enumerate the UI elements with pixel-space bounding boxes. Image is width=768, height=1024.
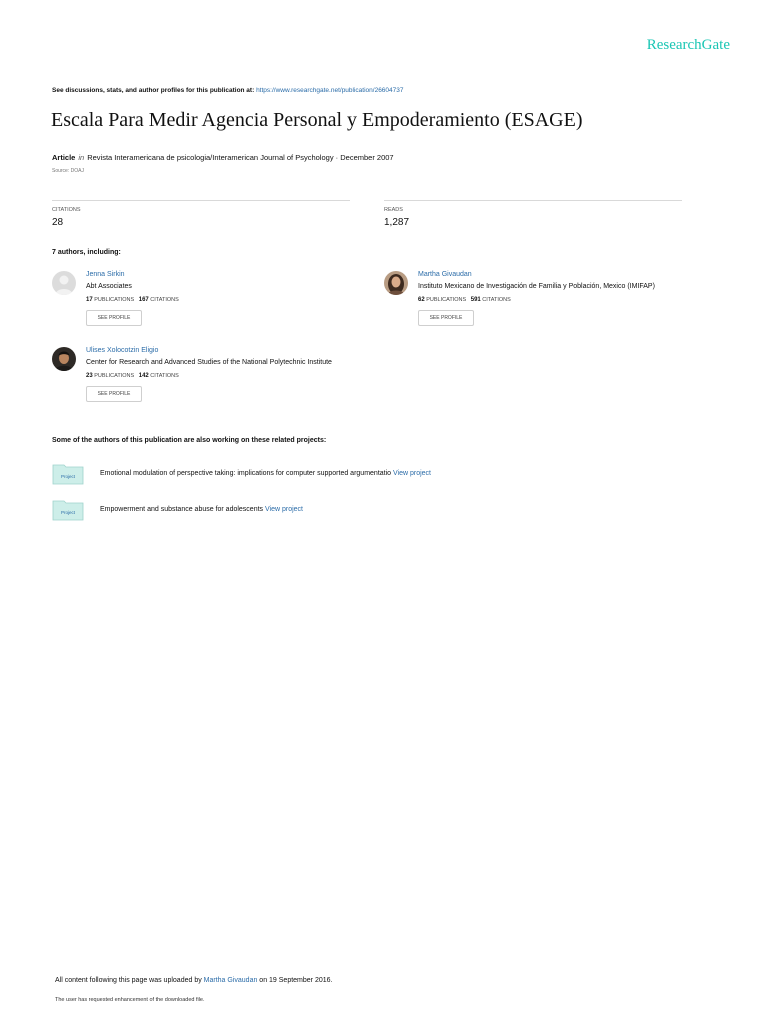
citations-label: CITATIONS bbox=[52, 207, 81, 213]
upload-notice bbox=[55, 977, 332, 984]
citations-count: 591 bbox=[470, 297, 481, 303]
discussion-notice bbox=[52, 87, 404, 94]
see-profile-button[interactable]: SEE PROFILE bbox=[86, 386, 142, 402]
publications-label: PUBLICATIONS bbox=[426, 297, 467, 303]
citations-count-label: CITATIONS bbox=[482, 297, 511, 303]
author-name-link[interactable]: Martha Givaudan bbox=[418, 271, 472, 278]
citations-count-label: CITATIONS bbox=[150, 297, 179, 303]
publications-label: PUBLICATIONS bbox=[94, 297, 135, 303]
publications-count: 62 bbox=[418, 297, 425, 303]
upload-suffix: on 19 September 2016. bbox=[257, 977, 333, 984]
author-institution: Center for Research and Advanced Studies of the National Polytechnic Institute bbox=[86, 359, 332, 366]
publication-url-link[interactable]: https://www.researchgate.net/publication/26604737 bbox=[256, 87, 404, 94]
uploader-link[interactable]: Martha Givaudan bbox=[203, 977, 258, 984]
source-label: Source: DOAJ bbox=[52, 168, 84, 174]
author-counts bbox=[86, 297, 179, 303]
author-institution: Abt Associates bbox=[86, 283, 132, 290]
reads-value: 1,287 bbox=[384, 217, 410, 228]
citations-count: 167 bbox=[138, 297, 149, 303]
publications-label: PUBLICATIONS bbox=[94, 373, 135, 379]
citations-count-label: CITATIONS bbox=[150, 373, 179, 379]
author-institution: Instituto Mexicano de Investigación de Familia y Población, Mexico (IMIFAP) bbox=[418, 283, 655, 290]
in-word: in bbox=[78, 153, 85, 162]
reads-divider bbox=[384, 200, 682, 201]
publications-count: 23 bbox=[86, 373, 93, 379]
project-title bbox=[100, 506, 303, 513]
publication-meta bbox=[52, 153, 394, 162]
author-photo-icon[interactable] bbox=[384, 271, 408, 295]
upload-prefix: All content following this page was uploaded by bbox=[55, 977, 204, 984]
project-title bbox=[100, 470, 431, 477]
project-text: Emotional modulation of perspective taking: implications for computer supported argumentatio bbox=[100, 470, 393, 477]
author-counts bbox=[86, 373, 179, 379]
publication-title: Escala Para Medir Agencia Personal y Empoderamiento (ESAGE) bbox=[51, 109, 583, 131]
project-folder-icon bbox=[52, 463, 84, 485]
reads-label: READS bbox=[384, 207, 403, 213]
see-profile-button[interactable]: SEE PROFILE bbox=[418, 310, 474, 326]
avatar-placeholder-icon[interactable] bbox=[52, 271, 76, 295]
project-icon-label: Project bbox=[60, 474, 76, 479]
author-counts bbox=[418, 297, 511, 303]
publications-count: 17 bbox=[86, 297, 93, 303]
journal-info: Revista Interamericana de psicologia/Interamerican Journal of Psychology · December 2007 bbox=[87, 153, 394, 162]
researchgate-logo[interactable]: ResearchGate bbox=[646, 37, 730, 53]
publication-type: Article bbox=[52, 153, 76, 162]
author-name-link[interactable]: Jenna Sirkin bbox=[86, 271, 125, 278]
author-photo-icon[interactable] bbox=[52, 347, 76, 371]
authors-heading: 7 authors, including: bbox=[52, 249, 121, 256]
related-projects-heading: Some of the authors of this publication are also working on these related projects: bbox=[52, 437, 327, 444]
citations-value: 28 bbox=[52, 217, 64, 228]
view-project-link[interactable]: View project bbox=[393, 470, 432, 477]
see-profile-button[interactable]: SEE PROFILE bbox=[86, 310, 142, 326]
project-folder-icon bbox=[52, 499, 84, 521]
discussion-notice-text: See discussions, stats, and author profiles for this publication at: bbox=[52, 87, 257, 94]
enhancement-note: The user has requested enhancement of the downloaded file. bbox=[55, 997, 205, 1003]
citations-count: 142 bbox=[138, 373, 149, 379]
project-text: Empowerment and substance abuse for adolescents bbox=[100, 506, 265, 513]
view-project-link[interactable]: View project bbox=[265, 506, 304, 513]
author-name-link[interactable]: Ulises Xolocotzin Eligio bbox=[86, 347, 159, 354]
project-icon-label: Project bbox=[60, 510, 76, 515]
citations-divider bbox=[52, 200, 350, 201]
